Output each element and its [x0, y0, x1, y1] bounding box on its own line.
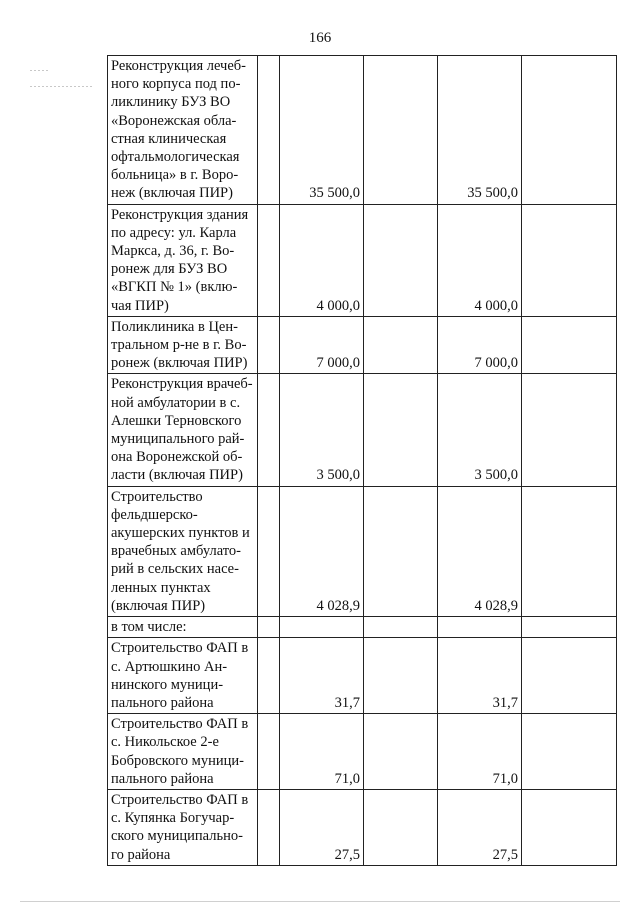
description-line: чая ПИР): [111, 297, 169, 314]
description-line: Строительство ФАП в: [111, 716, 249, 733]
description-line: Маркса, д. 36, г. Во-: [111, 243, 235, 260]
page-number: 166: [308, 30, 332, 46]
table-row: [108, 617, 617, 638]
empty-cell: [364, 638, 438, 714]
description-line: акушерских пунктов и: [111, 525, 250, 542]
description-line: тральном р-не в г. Во-: [111, 337, 247, 354]
margin-scan-mark: [30, 70, 50, 71]
description-line: ленных пунктах: [111, 579, 211, 596]
description-line: ронеж для БУЗ ВО: [111, 261, 228, 278]
description-line: Алешки Терновского: [111, 412, 242, 429]
empty-cell: [258, 56, 280, 205]
description-line: неж (включая ПИР): [111, 185, 233, 202]
description-line: в том числе:: [111, 619, 187, 636]
amount-cell: 71,0: [280, 714, 364, 790]
description-line: с. Никольское 2-е: [111, 734, 219, 751]
empty-cell: [522, 204, 617, 316]
project-description-cell: [108, 374, 258, 486]
description-line: она Воронежской об-: [111, 449, 243, 466]
empty-cell: [522, 486, 617, 616]
description-line: го района: [111, 846, 171, 863]
description-line: Бобровского муници-: [111, 752, 244, 769]
description-line: ной амбулатории в с.: [111, 394, 241, 411]
empty-cell: [258, 316, 280, 374]
table-row: [108, 316, 617, 374]
amount-cell: 7 000,0: [438, 316, 522, 374]
description-line: «Воронежская обла-: [111, 112, 237, 129]
empty-cell: [522, 714, 617, 790]
description-line: пального района: [111, 694, 214, 711]
margin-scan-mark: [30, 86, 92, 87]
description-line: с. Артюшкино Ан-: [111, 658, 228, 675]
budget-table: [107, 55, 617, 866]
project-description-cell: [108, 204, 258, 316]
description-line: ского муниципально-: [111, 828, 243, 845]
amount-cell: 4 000,0: [280, 204, 364, 316]
empty-cell: [258, 617, 280, 638]
amount-cell: 27,5: [280, 789, 364, 865]
empty-cell: [522, 316, 617, 374]
empty-cell: [522, 638, 617, 714]
description-line: по адресу: ул. Карла: [111, 224, 237, 241]
amount-cell: 7 000,0: [280, 316, 364, 374]
empty-cell: [364, 56, 438, 205]
project-description-cell: [108, 617, 258, 638]
description-line: ласти (включая ПИР): [111, 467, 243, 484]
description-line: нинского муници-: [111, 676, 224, 693]
description-line: Реконструкция врачеб-: [111, 376, 253, 393]
description-line: Строительство: [111, 488, 203, 505]
description-line: (включая ПИР): [111, 597, 206, 614]
description-line: врачебных амбулато-: [111, 543, 242, 560]
amount-cell: 35 500,0: [438, 56, 522, 205]
table-row: [108, 789, 617, 865]
table-row: [108, 374, 617, 486]
description-line: пального района: [111, 770, 214, 787]
table-row: [108, 486, 617, 616]
amount-cell: 71,0: [438, 714, 522, 790]
table-row: [108, 714, 617, 790]
empty-cell: [364, 486, 438, 616]
empty-cell: [258, 374, 280, 486]
description-line: Реконструкция здания: [111, 206, 249, 223]
project-description-cell: [108, 316, 258, 374]
description-line: муниципального рай-: [111, 431, 245, 448]
amount-cell: 31,7: [280, 638, 364, 714]
amount-cell: 31,7: [438, 638, 522, 714]
empty-cell: [364, 204, 438, 316]
amount-cell: [280, 617, 364, 638]
description-line: стная клиническая: [111, 130, 227, 147]
empty-cell: [258, 714, 280, 790]
bottom-rule: [20, 901, 620, 902]
empty-cell: [258, 486, 280, 616]
amount-cell: 3 500,0: [438, 374, 522, 486]
amount-cell: 35 500,0: [280, 56, 364, 205]
project-description-cell: [108, 56, 258, 205]
description-line: больница» в г. Воро-: [111, 167, 239, 184]
project-description-cell: [108, 714, 258, 790]
description-line: офтальмологическая: [111, 149, 240, 166]
table-row: [108, 56, 617, 205]
description-line: Строительство ФАП в: [111, 791, 249, 808]
empty-cell: [258, 789, 280, 865]
description-line: ликлинику БУЗ ВО: [111, 94, 231, 111]
description-line: рий в сельских насе-: [111, 561, 239, 578]
empty-cell: [522, 374, 617, 486]
empty-cell: [258, 204, 280, 316]
description-line: ронеж (включая ПИР): [111, 355, 248, 372]
description-line: с. Купянка Богучар-: [111, 810, 235, 827]
amount-cell: 27,5: [438, 789, 522, 865]
description-line: «ВГКП № 1» (вклю-: [111, 279, 238, 296]
amount-cell: 4 000,0: [438, 204, 522, 316]
table-row: [108, 204, 617, 316]
empty-cell: [364, 789, 438, 865]
empty-cell: [364, 316, 438, 374]
empty-cell: [522, 617, 617, 638]
table-body: [108, 56, 617, 866]
project-description-cell: [108, 789, 258, 865]
empty-cell: [522, 789, 617, 865]
table-row: [108, 638, 617, 714]
empty-cell: [364, 374, 438, 486]
description-line: Строительство ФАП в: [111, 640, 249, 657]
project-description-cell: [108, 638, 258, 714]
empty-cell: [258, 638, 280, 714]
description-line: фельдшерско-: [111, 506, 198, 523]
amount-cell: 4 028,9: [438, 486, 522, 616]
amount-cell: 3 500,0: [280, 374, 364, 486]
description-line: Поликлиника в Цен-: [111, 318, 238, 335]
amount-cell: [438, 617, 522, 638]
description-line: Реконструкция лечеб-: [111, 58, 246, 74]
project-description-cell: [108, 486, 258, 616]
empty-cell: [364, 617, 438, 638]
empty-cell: [364, 714, 438, 790]
amount-cell: 4 028,9: [280, 486, 364, 616]
description-line: ного корпуса под по-: [111, 76, 241, 93]
empty-cell: [522, 56, 617, 205]
